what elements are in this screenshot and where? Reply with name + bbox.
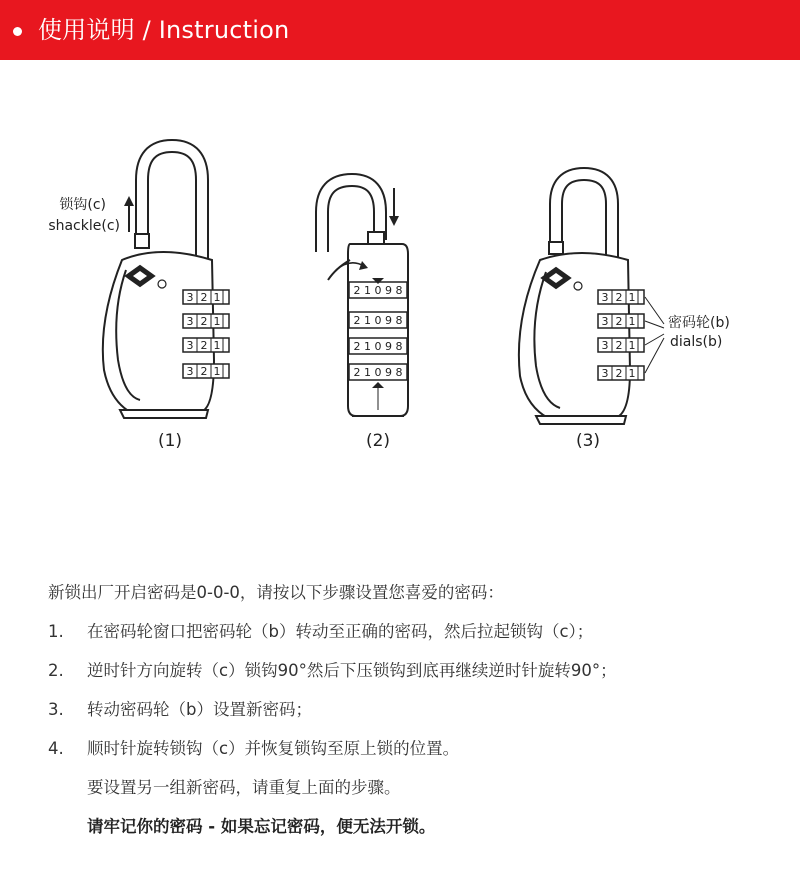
dial-digit: 1: [213, 315, 221, 328]
dial-digit: 3: [601, 315, 609, 328]
caption-1: (1): [157, 431, 183, 451]
dial-digit: 3: [601, 367, 609, 380]
dial-digit: 1: [213, 291, 221, 304]
dial-digit: 2: [200, 291, 208, 304]
dial-digit: 2: [615, 367, 623, 380]
dial-digit-row: 2 1 0 9 8: [353, 284, 403, 297]
intro-text: 新锁出厂开启密码是0-0-0，请按以下步骤设置您喜爱的密码：: [48, 583, 504, 602]
step-text: 在密码轮窗口把密码轮（b）转动至正确的密码，然后拉起锁钩（c）；: [87, 622, 594, 641]
shackle-label-cn: 锁钩(c): [59, 197, 106, 213]
dial-digit: 3: [186, 365, 194, 378]
dial-digit-row: 2 1 0 9 8: [353, 366, 403, 379]
shackle-label-en: shackle(c): [48, 218, 120, 234]
dial-digit-row: 2 1 0 9 8: [353, 340, 403, 353]
caption-3: (3): [575, 431, 601, 451]
bullet-dot-icon: [13, 27, 22, 36]
dial-digit: 1: [628, 367, 636, 380]
step-number: 1.: [48, 622, 64, 641]
lock-1-body: [103, 252, 214, 412]
dial-digit: 3: [186, 291, 194, 304]
dial-digit: 2: [615, 339, 623, 352]
dial-digit: 2: [200, 365, 208, 378]
diagram-svg: [0, 120, 800, 460]
step-number: 4.: [48, 739, 64, 758]
step-text: 顺时针旋转锁钩（c）并恢复锁钩至原上锁的位置。: [87, 739, 460, 758]
down-arrow-icon: [389, 188, 399, 226]
dial-digit: 2: [615, 315, 623, 328]
section-header: [0, 0, 800, 60]
dial-digit: 3: [601, 339, 609, 352]
step-number: 3.: [48, 700, 64, 719]
dial-digit: 2: [200, 315, 208, 328]
lock-instruction-diagram: [0, 120, 800, 460]
step-number: 2.: [48, 661, 64, 680]
repeat-note: 要设置另一组新密码，请重复上面的步骤。: [87, 778, 401, 797]
section-title: 使用说明 / Instruction: [38, 16, 290, 44]
dial-digit: 2: [200, 339, 208, 352]
dial-digit: 2: [615, 291, 623, 304]
dial-digit: 1: [628, 339, 636, 352]
dial-digit: 3: [186, 315, 194, 328]
dial-digit: 1: [213, 365, 221, 378]
step-text: 逆时针方向旋转（c）锁钩90°然后下压锁钩到底再继续逆时针旋转90°；: [87, 661, 617, 680]
dials-label-cn: 密码轮(b): [668, 315, 730, 331]
dial-digit: 1: [628, 315, 636, 328]
lock-1-shackle: [142, 146, 202, 260]
dial-digit-row: 2 1 0 9 8: [353, 314, 403, 327]
dial-digit: 3: [186, 339, 194, 352]
dials-callout-lines: [645, 297, 664, 373]
lock-3-body: [519, 253, 630, 418]
dials-label-en: dials(b): [670, 334, 723, 350]
caption-2: (2): [365, 431, 391, 451]
warning-note: 请牢记你的密码 - 如果忘记密码，便无法开锁。: [87, 817, 436, 836]
dial-digit: 1: [213, 339, 221, 352]
up-arrow-icon: [124, 196, 134, 232]
dial-digit: 1: [628, 291, 636, 304]
dial-digit: 3: [601, 291, 609, 304]
step-text: 转动密码轮（b）设置新密码；: [87, 700, 312, 719]
